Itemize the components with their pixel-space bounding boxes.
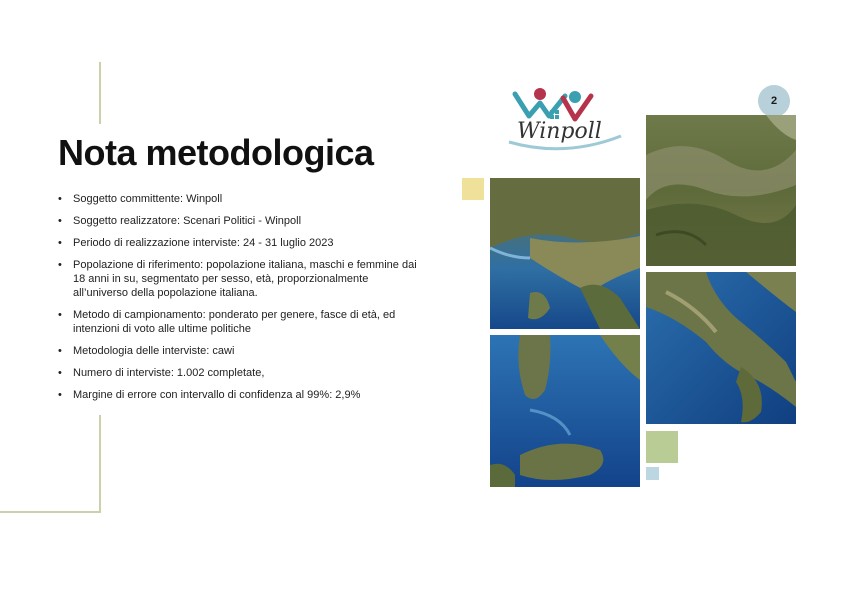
list-item: • Margine di errore con intervallo di confidenza al 99%: 2,9%: [58, 388, 418, 402]
decor-square-yellow: [462, 178, 484, 200]
map-tile-central-south-italy: [646, 272, 796, 424]
list-item: • Metodologia delle interviste: cawi: [58, 344, 418, 358]
map-tile-sardinia-sicily: [490, 335, 640, 487]
list-item: • Soggetto committente: Winpoll: [58, 192, 418, 206]
list-item: • Periodo di realizzazione interviste: 24 - 31 luglio 2023: [58, 236, 418, 250]
list-item: • Soggetto realizzatore: Scenari Politici - Winpoll: [58, 214, 418, 228]
decor-line-bottom-vertical: [99, 415, 101, 513]
list-item: • Metodo di campionamento: ponderato per genere, fasce di età, ed intenzioni di voto alle ultime politiche: [58, 308, 418, 336]
map-tile-north-italy: [490, 178, 640, 329]
decor-line-top: [99, 62, 101, 124]
page-title: Nota metodologica: [58, 132, 374, 173]
map-tile-alps: [646, 115, 796, 266]
list-item: • Numero di interviste: 1.002 completate,: [58, 366, 418, 380]
svg-text:Winpoll: Winpoll: [517, 119, 602, 144]
list-item: • Popolazione di riferimento: popolazione italiana, maschi e femmine dai 18 anni in su, segmentato per sesso, età, proporzionalmente all’universo della popolazione italiana.: [58, 258, 418, 300]
page-number-badge: [758, 85, 790, 117]
decor-square-blue: [646, 467, 659, 480]
methodology-list: [58, 192, 418, 410]
winpoll-logo: [505, 86, 625, 152]
decor-line-bottom-horizontal: [0, 511, 101, 513]
decor-square-green: [646, 431, 678, 463]
page-number: 2: [770, 95, 778, 107]
